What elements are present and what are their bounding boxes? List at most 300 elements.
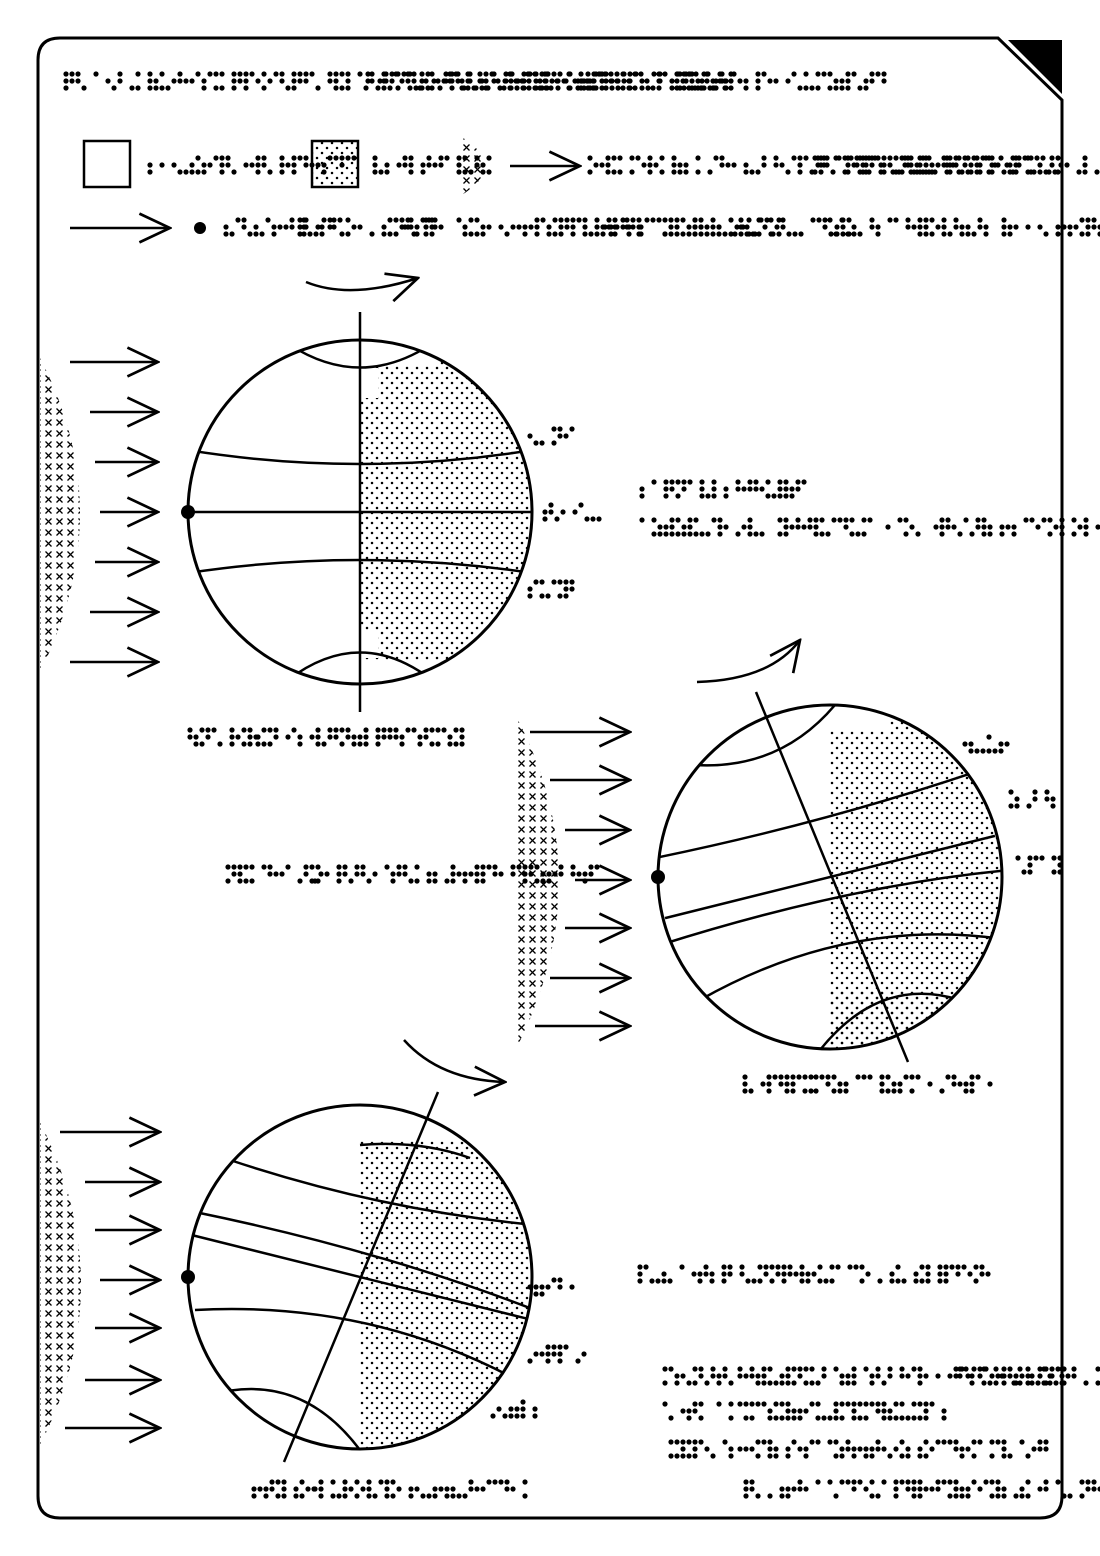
braille-dot: [408, 1486, 413, 1491]
braille-dot: [291, 169, 296, 174]
braille-dot: [557, 1284, 562, 1289]
braille-dot: [485, 85, 490, 90]
braille-dot: [662, 71, 667, 76]
braille-dot: [497, 85, 502, 90]
braille-dot: [981, 517, 986, 522]
braille-dot: [1029, 1380, 1034, 1385]
braille-dot: [824, 155, 829, 160]
braille-dot: [645, 85, 650, 90]
braille-dot: [387, 85, 392, 90]
braille-dot: [761, 162, 766, 167]
braille-dot: [608, 78, 613, 83]
braille-dot: [612, 217, 617, 222]
braille-dot: [1047, 1380, 1052, 1385]
braille-dot: [590, 85, 595, 90]
braille-dot: [716, 1380, 721, 1385]
braille-dot: [845, 85, 850, 90]
braille-dot: [609, 85, 614, 90]
braille-dot: [557, 426, 562, 431]
braille-dot: [275, 1479, 280, 1484]
braille-dot: [987, 1380, 992, 1385]
braille-dot: [408, 1493, 413, 1498]
braille-dot: [869, 224, 874, 229]
braille-dot: [467, 78, 472, 83]
braille-dot: [728, 1401, 733, 1406]
braille-dot: [437, 85, 442, 90]
braille-dot: [363, 734, 368, 739]
braille-dot: [318, 1493, 323, 1498]
legend-crosshatch: [460, 136, 485, 196]
braille-dot: [821, 71, 826, 76]
braille-dot: [641, 162, 646, 167]
braille-dot: [63, 71, 68, 76]
braille-dot: [743, 162, 748, 167]
braille-dot: [551, 440, 556, 445]
braille-dot: [578, 78, 583, 83]
braille-dot: [656, 85, 661, 90]
braille-dot: [1008, 803, 1013, 808]
braille-dot: [299, 1493, 304, 1498]
braille-dot: [834, 224, 839, 229]
braille-dot: [639, 493, 644, 498]
braille-dot: [857, 85, 862, 90]
braille-dot: [566, 71, 571, 76]
braille-dot: [777, 493, 782, 498]
braille-dot: [1041, 1366, 1046, 1371]
braille-dot: [833, 1408, 838, 1413]
braille-dot: [354, 1493, 359, 1498]
braille-dot: [279, 71, 284, 76]
braille-dot: [587, 155, 592, 160]
braille-dot: [419, 71, 424, 76]
braille-dot: [959, 224, 964, 229]
braille-dot: [548, 509, 553, 514]
braille-dot: [755, 1380, 760, 1385]
braille-dot: [803, 1380, 808, 1385]
braille-dot: [479, 78, 484, 83]
braille-dot: [686, 1453, 691, 1458]
braille-dot: [429, 727, 434, 732]
braille-dot: [824, 162, 829, 167]
braille-dot: [768, 231, 773, 236]
braille-dot: [671, 169, 676, 174]
braille-dot: [675, 531, 680, 536]
braille-dot: [791, 71, 796, 76]
braille-dot: [345, 734, 350, 739]
braille-dot: [557, 71, 562, 76]
braille-dot: [363, 727, 368, 732]
braille-dot: [851, 1408, 856, 1413]
braille-dot: [875, 1366, 880, 1371]
braille-dot: [327, 224, 332, 229]
braille-dot: [839, 1401, 844, 1406]
braille-dot: [775, 1271, 780, 1276]
braille-dot: [668, 1366, 673, 1371]
braille-dot: [745, 1278, 750, 1283]
braille-dot: [935, 1373, 940, 1378]
braille-dot: [704, 231, 709, 236]
braille-dot: [919, 1264, 924, 1269]
braille-dot: [759, 531, 764, 536]
braille-dot: [914, 162, 919, 167]
braille-dot: [941, 1479, 946, 1484]
braille-dot: [1010, 169, 1015, 174]
braille-dot: [423, 231, 428, 236]
braille-dot: [887, 1373, 892, 1378]
braille-dot: [1028, 155, 1033, 160]
braille-dot: [599, 78, 604, 83]
braille-dot: [977, 1439, 982, 1444]
braille-dot: [875, 224, 880, 229]
braille-dot: [828, 231, 833, 236]
braille-dot: [259, 231, 264, 236]
braille-dot: [456, 871, 461, 876]
braille-dot: [971, 1439, 976, 1444]
braille-dot: [183, 169, 188, 174]
braille-dot: [980, 155, 985, 160]
braille-dot: [767, 1453, 772, 1458]
braille-dot: [473, 85, 478, 90]
braille-dot: [105, 78, 110, 83]
braille-dot: [846, 217, 851, 222]
braille-dot: [247, 727, 252, 732]
braille-dot: [321, 741, 326, 746]
braille-dot: [345, 231, 350, 236]
braille-dot: [663, 486, 668, 491]
braille-dot: [381, 85, 386, 90]
braille-dot: [545, 1344, 550, 1349]
braille-dot: [943, 1271, 948, 1276]
braille-dot: [878, 169, 883, 174]
braille-dot: [869, 78, 874, 83]
braille-dot: [851, 1453, 856, 1458]
braille-dot: [534, 231, 539, 236]
braille-dot: [563, 78, 568, 83]
braille-dot: [703, 1264, 708, 1269]
braille-dot: [514, 78, 519, 83]
braille-dot: [783, 531, 788, 536]
braille-dot: [742, 1088, 747, 1093]
braille-dot: [387, 734, 392, 739]
braille-dot: [816, 217, 821, 222]
braille-dot: [229, 734, 234, 739]
braille-dot: [315, 224, 320, 229]
braille-dot: [999, 524, 1004, 529]
braille-dot: [899, 1401, 904, 1406]
braille-dot: [863, 1366, 868, 1371]
braille-dot: [480, 231, 485, 236]
braille-dot: [945, 1074, 950, 1079]
braille-dot: [947, 1373, 952, 1378]
braille-dot: [492, 1479, 497, 1484]
braille-dot: [1037, 1439, 1042, 1444]
braille-dot: [893, 1479, 898, 1484]
braille-dot: [375, 741, 380, 746]
braille-dot: [533, 440, 538, 445]
braille-dot: [546, 231, 551, 236]
braille-dot: [375, 734, 380, 739]
corner-mark: [1008, 40, 1062, 94]
braille-dot: [315, 741, 320, 746]
braille-dot: [778, 1081, 783, 1086]
braille-dot: [953, 1446, 958, 1451]
braille-dot: [267, 727, 272, 732]
braille-dot: [486, 224, 491, 229]
braille-dot: [502, 78, 507, 83]
braille-dot: [723, 486, 728, 491]
braille-dot: [704, 1446, 709, 1451]
braille-dot: [504, 1479, 509, 1484]
braille-dot: [974, 748, 979, 753]
braille-dot: [651, 479, 656, 484]
braille-dot: [854, 155, 859, 160]
braille-dot: [462, 224, 467, 229]
braille-dot: [923, 217, 928, 222]
braille-dot: [450, 1493, 455, 1498]
braille-dot: [1040, 155, 1045, 160]
braille-dot: [503, 71, 508, 76]
braille-dot: [686, 1380, 691, 1385]
braille-dot: [926, 155, 931, 160]
braille-dot: [426, 871, 431, 876]
braille-dot: [863, 1453, 868, 1458]
braille-dot: [947, 1479, 952, 1484]
braille-dot: [279, 871, 284, 876]
braille-dot: [253, 231, 258, 236]
braille-dot: [570, 871, 575, 876]
braille-dot: [675, 479, 680, 484]
braille-dot: [767, 1366, 772, 1371]
braille-dot: [303, 78, 308, 83]
braille-dot: [815, 85, 820, 90]
braille-dot: [474, 231, 479, 236]
braille-dot: [527, 593, 532, 598]
braille-dot: [877, 1278, 882, 1283]
braille-dot: [309, 71, 314, 76]
braille-dot: [492, 864, 497, 869]
braille-dot: [965, 1486, 970, 1491]
braille-dot: [949, 1264, 954, 1269]
braille-dot: [891, 1081, 896, 1086]
braille-dot: [843, 1088, 848, 1093]
braille-dot: [237, 78, 242, 83]
braille-dot: [273, 871, 278, 876]
braille-dot: [611, 169, 616, 174]
braille-dot: [419, 85, 424, 90]
braille-dot: [438, 155, 443, 160]
braille-dot: [797, 1408, 802, 1413]
braille-dot: [1061, 224, 1066, 229]
braille-dot: [914, 169, 919, 174]
braille-dot: [680, 1453, 685, 1458]
braille-dot: [986, 734, 991, 739]
braille-dot: [195, 155, 200, 160]
braille-dot: [637, 1271, 642, 1276]
braille-dot: [187, 727, 192, 732]
braille-dot: [1007, 1373, 1012, 1378]
braille-dot: [605, 169, 610, 174]
braille-dot: [1021, 869, 1026, 874]
braille-dot: [605, 155, 610, 160]
braille-dot: [235, 734, 240, 739]
braille-dot: [1053, 1380, 1058, 1385]
braille-dot: [839, 1380, 844, 1385]
braille-dot: [743, 1401, 748, 1406]
braille-dot: [693, 517, 698, 522]
braille-dot: [336, 878, 341, 883]
braille-dot: [532, 85, 537, 90]
braille-dot: [737, 1446, 742, 1451]
braille-dot: [1037, 1486, 1042, 1491]
braille-dot: [387, 217, 392, 222]
braille-dot: [1059, 517, 1064, 522]
braille-dot: [491, 71, 496, 76]
braille-dot: [903, 531, 908, 536]
braille-dot: [671, 162, 676, 167]
braille-dot: [939, 524, 944, 529]
braille-dot: [265, 217, 270, 222]
braille-dot: [744, 224, 749, 229]
braille-dot: [701, 85, 706, 90]
braille-dot: [755, 1493, 760, 1498]
braille-dot: [923, 1439, 928, 1444]
braille-dot: [237, 71, 242, 76]
braille-dot: [962, 155, 967, 160]
braille-dot: [297, 878, 302, 883]
braille-dot: [1055, 231, 1060, 236]
braille-dot: [833, 1401, 838, 1406]
braille-dot: [851, 1366, 856, 1371]
braille-dot: [802, 1074, 807, 1079]
braille-dot: [570, 231, 575, 236]
braille-dot: [833, 1493, 838, 1498]
braille-dot: [827, 1415, 832, 1420]
braille-dot: [711, 517, 716, 522]
braille-dot: [937, 1278, 942, 1283]
braille-dot: [869, 1453, 874, 1458]
braille-dot: [533, 78, 538, 83]
braille-dot: [261, 71, 266, 76]
braille-dot: [776, 231, 781, 236]
braille-dot: [348, 1486, 353, 1491]
braille-dot: [851, 1415, 856, 1420]
braille-dot: [426, 162, 431, 167]
braille-dot: [414, 878, 419, 883]
braille-dot: [383, 78, 388, 83]
braille-dot: [851, 1486, 856, 1491]
braille-dot: [747, 524, 752, 529]
braille-dot: [777, 531, 782, 536]
braille-dot: [510, 871, 515, 876]
braille-dot: [582, 224, 587, 229]
braille-dot: [1025, 1479, 1030, 1484]
braille-dot: [599, 85, 604, 90]
braille-dot: [827, 71, 832, 76]
braille-dot: [893, 155, 898, 160]
braille-dot: [1082, 162, 1087, 167]
braille-dot: [747, 531, 752, 536]
braille-dot: [731, 162, 736, 167]
braille-dot: [795, 486, 800, 491]
braille-dot: [913, 1271, 918, 1276]
braille-dot: [432, 217, 437, 222]
braille-dot: [235, 217, 240, 222]
braille-dot: [925, 1271, 930, 1276]
braille-dot: [533, 1351, 538, 1356]
braille-dot: [1001, 217, 1006, 222]
braille-dot: [366, 1493, 371, 1498]
braille-dot: [1095, 1380, 1100, 1385]
braille-dot: [289, 224, 294, 229]
braille-dot: [773, 155, 778, 160]
braille-dot: [444, 155, 449, 160]
braille-dot: [275, 1493, 280, 1498]
braille-dot: [747, 479, 752, 484]
braille-dot: [881, 1401, 886, 1406]
braille-dot: [569, 1284, 574, 1289]
braille-dot: [261, 864, 266, 869]
observer-dot: [181, 1270, 195, 1284]
braille-dot: [923, 1415, 928, 1420]
braille-dot: [375, 85, 380, 90]
legend-empty-square: [84, 141, 130, 187]
braille-dot: [1049, 155, 1054, 160]
braille-dot: [279, 78, 284, 83]
braille-dot: [903, 1074, 908, 1079]
braille-dot: [171, 78, 176, 83]
braille-dot: [957, 1366, 962, 1371]
braille-dot: [1027, 862, 1032, 867]
braille-dot: [809, 1380, 814, 1385]
braille-dot: [1083, 1380, 1088, 1385]
braille-dot: [859, 1278, 864, 1283]
braille-dot: [253, 224, 258, 229]
braille-dot: [381, 734, 386, 739]
braille-dot: [147, 169, 152, 174]
braille-dot: [1057, 869, 1062, 874]
braille-dot: [915, 531, 920, 536]
braille-dot: [705, 531, 710, 536]
braille-dot: [802, 1088, 807, 1093]
braille-dot: [713, 155, 718, 160]
braille-dot: [909, 524, 914, 529]
braille-dot: [1031, 1446, 1036, 1451]
braille-dot: [1085, 224, 1090, 229]
braille-dot: [783, 493, 788, 498]
braille-dot: [147, 85, 152, 90]
braille-dot: [339, 231, 344, 236]
braille-dot: [255, 162, 260, 167]
braille-dot: [992, 748, 997, 753]
braille-dot: [408, 155, 413, 160]
braille-dot: [551, 71, 556, 76]
braille-dot: [831, 1074, 836, 1079]
braille-dot: [533, 1284, 538, 1289]
braille-dot: [1051, 869, 1056, 874]
observer-dot: [181, 505, 195, 519]
braille-dot: [716, 1401, 721, 1406]
braille-dot: [271, 231, 276, 236]
braille-dot: [923, 231, 928, 236]
braille-dot: [911, 1479, 916, 1484]
braille-dot: [345, 85, 350, 90]
braille-dot: [342, 871, 347, 876]
braille-dot: [527, 1358, 532, 1363]
braille-dot: [969, 531, 974, 536]
braille-dot: [698, 1439, 703, 1444]
braille-dot: [1037, 1446, 1042, 1451]
braille-dot: [721, 1278, 726, 1283]
